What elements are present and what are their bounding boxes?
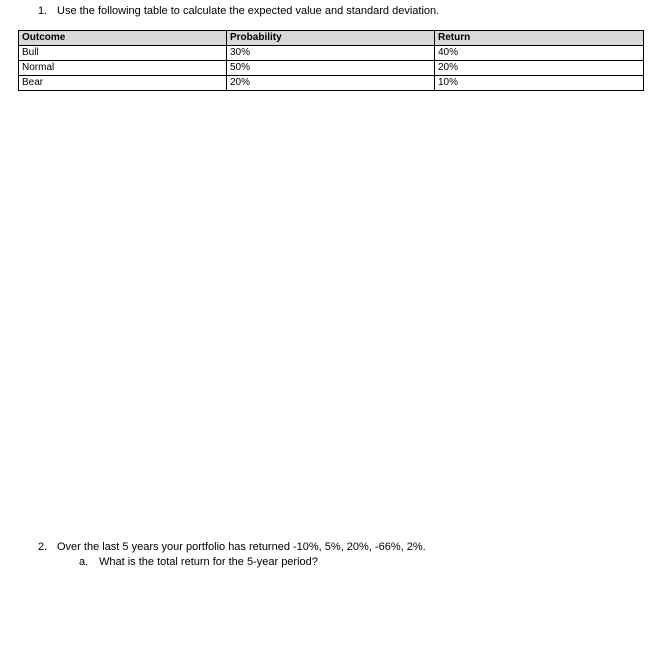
table-row bbox=[19, 61, 644, 76]
question-1-number: 1. bbox=[38, 5, 48, 17]
cell-outcome: Bear bbox=[19, 76, 227, 91]
question-1-text: Use the following table to calculate the expected value and standard deviation. bbox=[57, 5, 440, 17]
question-1 bbox=[38, 4, 439, 18]
table-row bbox=[19, 46, 644, 61]
question-2-number: 2. bbox=[38, 541, 48, 553]
question-2a-text: What is the total return for the 5-year period? bbox=[99, 556, 318, 568]
cell-outcome: Bull bbox=[19, 46, 227, 61]
cell-return: 10% bbox=[435, 76, 644, 91]
cell-probability: 30% bbox=[227, 46, 435, 61]
header-outcome: Outcome bbox=[19, 31, 227, 46]
cell-probability: 50% bbox=[227, 61, 435, 76]
probability-table bbox=[18, 30, 644, 91]
header-return: Return bbox=[435, 31, 644, 46]
cell-return: 20% bbox=[435, 61, 644, 76]
table-row bbox=[19, 76, 644, 91]
question-2-text: Over the last 5 years your portfolio has returned -10%, 5%, 20%, -66%, 2%. bbox=[57, 541, 426, 553]
question-2 bbox=[38, 540, 426, 554]
cell-outcome: Normal bbox=[19, 61, 227, 76]
cell-probability: 20% bbox=[227, 76, 435, 91]
question-2a bbox=[79, 555, 318, 569]
question-2a-letter: a. bbox=[79, 556, 89, 568]
table-header-row bbox=[19, 31, 644, 46]
header-probability: Probability bbox=[227, 31, 435, 46]
cell-return: 40% bbox=[435, 46, 644, 61]
